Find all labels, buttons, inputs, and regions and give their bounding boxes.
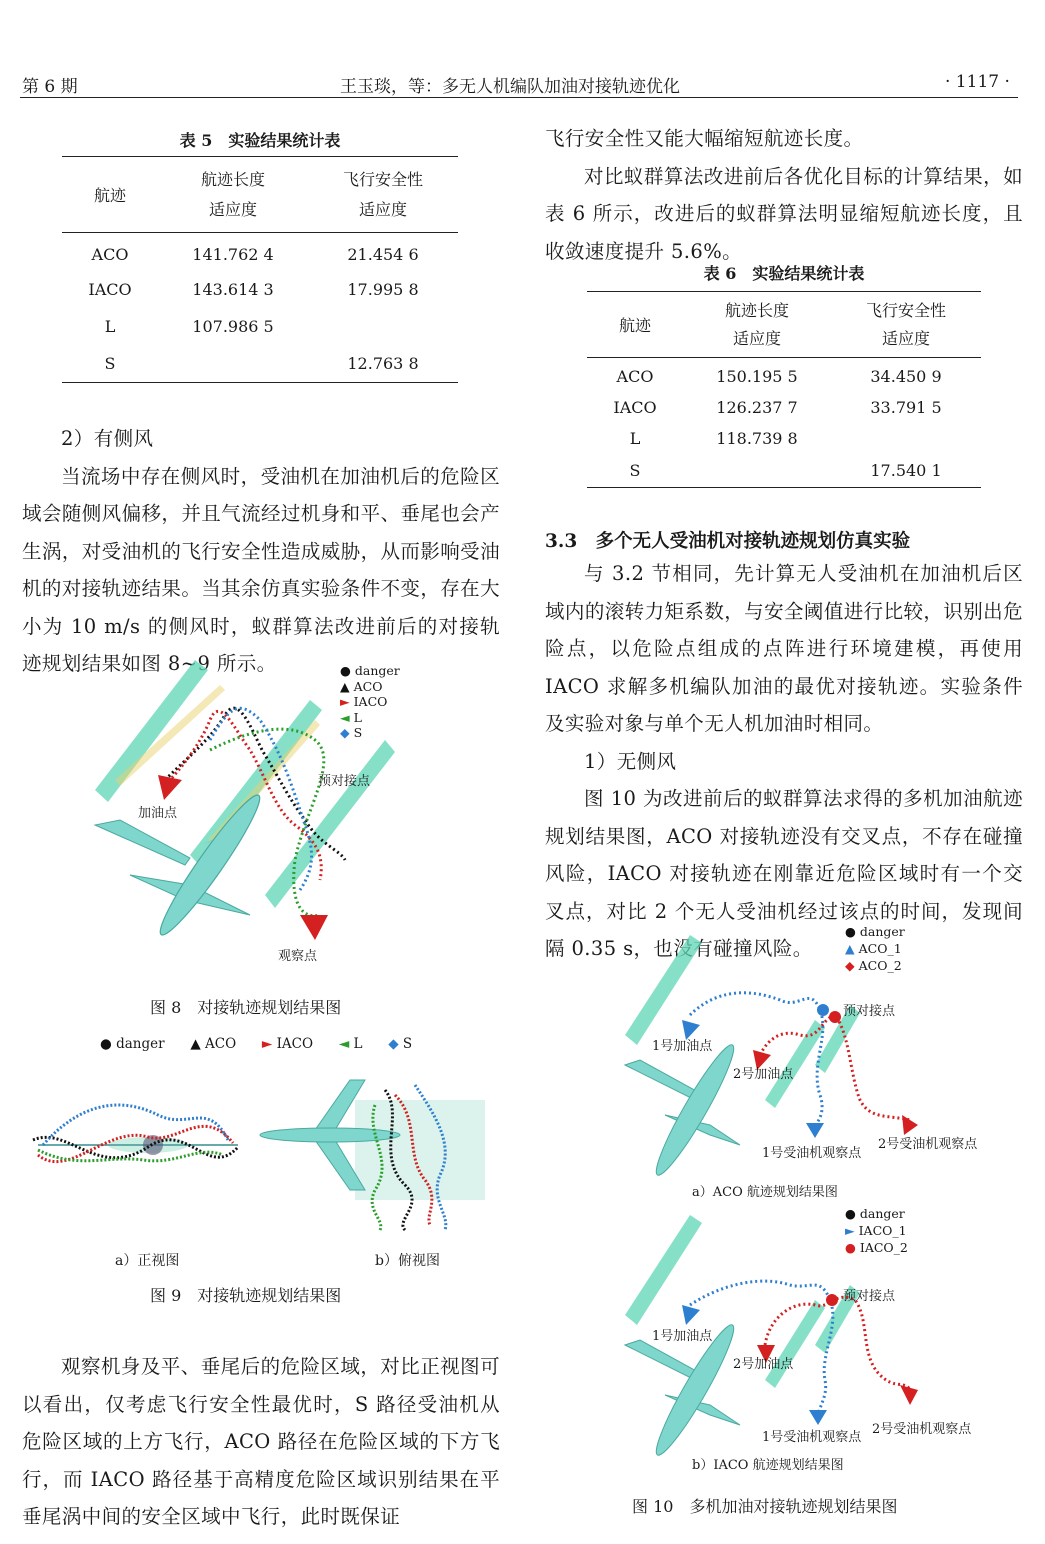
label-observe-2: 2号受油机观察点	[872, 1422, 972, 1437]
paragraph: 观察机身及平、垂尾后的危险区域，对比正视图可以看出，仅考虑飞行安全性最优时，S 路径受油机从危险区域的上方飞行，ACO 路径在危险区域的下方飞行，而 IACO 路径基于高精度危险区域识别结果在平垂尾涡中间的安全区域中飞行，此时既保证	[22, 1355, 500, 1528]
table-cell: 126.237 7	[716, 397, 798, 417]
table-cell: ACO	[91, 245, 129, 265]
table5-col-safety: 飞行安全性 适应度	[308, 157, 458, 233]
figure10a-legend: ● danger ▲ ACO_1 ◆ ACO_2	[845, 924, 905, 973]
table-cell: IACO	[88, 279, 132, 299]
figure8-legend: ● danger ▲ ACO ► IACO ◄ L ◆ S	[340, 663, 400, 740]
table5-caption: 表 5 实验结果统计表	[179, 131, 341, 150]
subsection-heading: 1）无侧风	[584, 749, 677, 773]
subsection-heading: 2）有侧风	[61, 427, 154, 450]
figure8-caption: 图 8 对接轨迹规划结果图	[150, 998, 342, 1017]
table-cell: 17.540 1	[831, 454, 981, 488]
figure9b-top-view	[255, 1075, 495, 1235]
table-cell: 34.450 9	[870, 367, 942, 387]
table5-col-length: 航迹长度 适应度	[158, 157, 308, 233]
table6-col-track: 航迹	[587, 292, 683, 358]
header-rule	[20, 97, 1018, 98]
label-refuel-2: 2号加油点	[733, 1357, 794, 1372]
table-cell: S	[62, 345, 158, 383]
table6-caption: 表 6 实验结果统计表	[703, 264, 865, 283]
table-cell: 118.739 8	[716, 428, 798, 448]
paragraph: 对比蚁群算法改进前后各优化目标的计算结果，如表 6 所示，改进后的蚁群算法明显缩短航迹长度，且收敛速度提升 5.6%。	[545, 164, 1023, 263]
table6-col-safety: 飞行安全性 适应度	[831, 292, 981, 358]
figure10-caption: 图 10 多机加油对接轨迹规划结果图	[632, 1497, 898, 1516]
table-cell: 150.195 5	[716, 367, 798, 387]
table-cell: 17.995 8	[347, 279, 419, 299]
table-cell: IACO	[613, 397, 657, 417]
label-observe-point: 观察点	[278, 949, 318, 964]
table6	[587, 291, 981, 488]
table-cell: ACO	[616, 367, 654, 387]
observe-point-arrow	[300, 915, 328, 940]
section-3-3-text	[545, 555, 1023, 968]
tanker-aircraft	[625, 1040, 742, 1181]
label-refuel-2: 2号加油点	[733, 1067, 794, 1082]
figure10b-legend: ● danger ► IACO_1 ● IACO_2	[845, 1206, 908, 1255]
label-observe-1: 1号受油机观察点	[762, 1430, 862, 1445]
table5	[62, 156, 458, 383]
label-refuel-1: 1号加油点	[652, 1329, 713, 1344]
label-refuel-1: 1号加油点	[652, 1039, 713, 1054]
label-observe-1: 1号受油机观察点	[762, 1146, 862, 1161]
section-3-3-heading: 3.3 多个无人受油机对接轨迹规划仿真实验	[545, 531, 911, 552]
table5-col-track: 航迹	[62, 157, 158, 233]
paragraph: 飞行安全性又能大幅缩短航迹长度。	[545, 127, 864, 150]
table-cell: 12.763 8	[308, 345, 458, 383]
paragraph: 当流场中存在侧风时，受油机在加油机后的危险区域会随侧风偏移，并且气流经过机身和平、垂尾也会产生涡，对受油机的飞行安全性造成威胁，从而影响受油机的对接轨迹结果。当其余仿真实验条件不变，存在大小为 10 m/s 的侧风时，蚁群算法改进前后的对接轨迹规划结果如图 8~9 所示。	[22, 464, 500, 675]
table-cell	[158, 345, 308, 383]
label-pre-dock: 预对接点	[843, 1289, 896, 1304]
table-cell	[683, 454, 831, 488]
table-cell: 21.454 6	[347, 245, 419, 265]
figure9-legend: ● danger ▲ ACO ► IACO ◄ L ◆ S	[100, 1036, 413, 1052]
left-text-block	[22, 420, 500, 683]
figure9a-subcaption: a）正视图	[115, 1253, 180, 1269]
figure9b-subcaption: b）俯视图	[375, 1253, 440, 1269]
refuel-point-arrow	[158, 775, 182, 800]
table-cell	[831, 423, 981, 454]
running-title: 王玉琰，等：多无人机编队加油对接轨迹优化	[340, 77, 680, 97]
paragraph: 图 10 为改进前后的蚁群算法求得的多机加油航迹规划结果图，ACO 对接轨迹没有交叉点，不存在碰撞风险，IACO 对接轨迹在刚靠近危险区域时有一个交叉点，对比 2 个无人受油机经过该点的时间，发现间隔 0.35 s，也没有碰撞风险。	[545, 787, 1023, 960]
table-cell: L	[629, 428, 641, 448]
right-top-text	[545, 120, 1023, 270]
table-cell: 33.791 5	[870, 397, 942, 417]
label-pre-dock: 预对接点	[843, 1004, 896, 1019]
table-cell: 107.986 5	[192, 316, 274, 336]
label-refuel-point: 加油点	[138, 806, 178, 821]
figure10a-subcaption: a）ACO 航迹规划结果图	[692, 1185, 838, 1200]
table6-col-length: 航迹长度 适应度	[683, 292, 831, 358]
table-cell: 141.762 4	[192, 245, 274, 265]
issue-number: 第 6 期	[22, 77, 78, 97]
table-cell: 143.614 3	[192, 279, 274, 299]
tanker-aircraft	[95, 788, 269, 941]
figure9-caption: 图 9 对接轨迹规划结果图	[150, 1286, 342, 1305]
figure10b-subcaption: b）IACO 航迹规划结果图	[692, 1458, 844, 1473]
figure9a-front-view	[28, 1085, 243, 1195]
table-cell: L	[104, 316, 116, 336]
label-observe-2: 2号受油机观察点	[878, 1137, 978, 1152]
page-number: · 1117 ·	[945, 72, 1010, 92]
table-cell: S	[587, 454, 683, 488]
left-bottom-paragraph	[22, 1348, 500, 1536]
paragraph: 与 3.2 节相同，先计算无人受油机在加油机后区域内的滚转力矩系数，与安全阈值进行比较，识别出危险点，以危险点组成的点阵进行环境建模，再使用 IACO 求解多机编队加油的最优对接轨迹。实验条件及实验对象与单个无人机加油时相同。	[545, 562, 1023, 735]
table-cell	[308, 308, 458, 345]
label-pre-dock-point: 预对接点	[318, 774, 371, 789]
